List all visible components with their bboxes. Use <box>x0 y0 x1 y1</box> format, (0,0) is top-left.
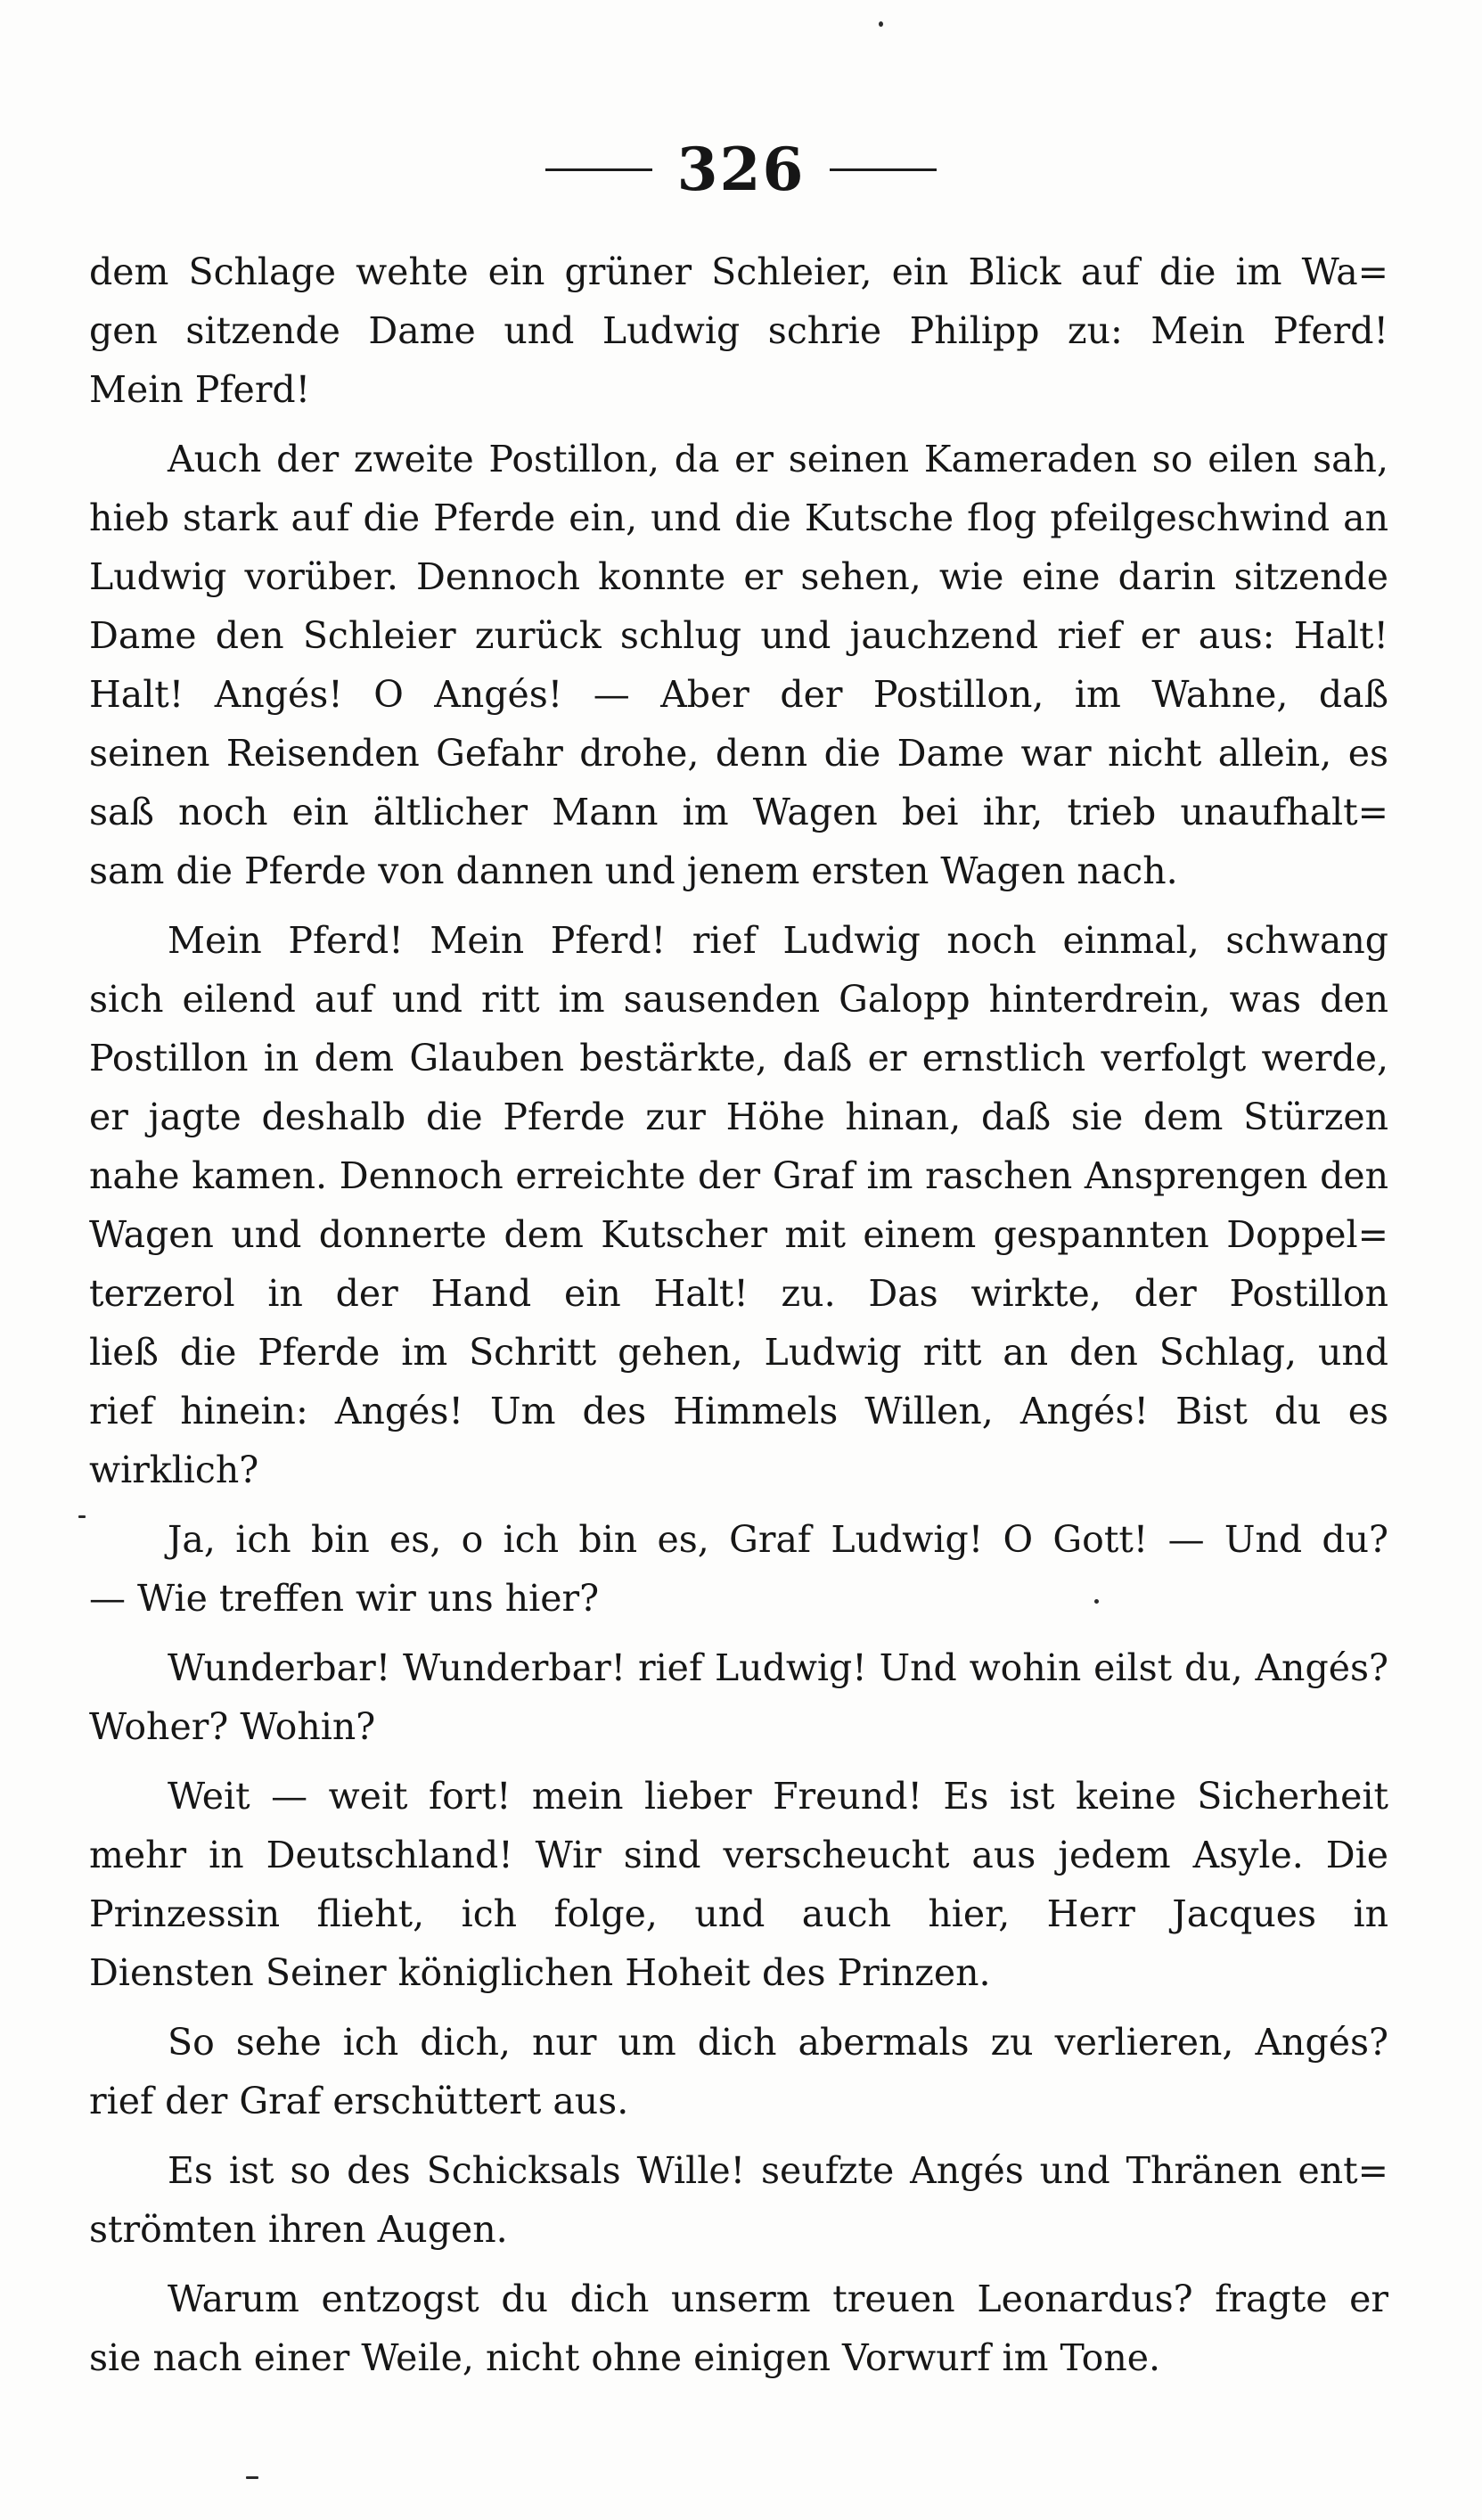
text-line: Warum entzogst du dich unserm treuen Leonardus? fragte er <box>168 2278 1388 2320</box>
text-line: Halt! Angés! O Angés! — Aber der Postillon, im Wahne, daß <box>89 673 1388 716</box>
page-number: 326 <box>676 135 806 204</box>
text-line: Auch der zweite Postillon, da er seinen Kameraden so eilen sah, <box>168 438 1388 480</box>
text-line: So sehe ich dich, nur um dich abermals zu verlieren, Angés? <box>168 2021 1388 2064</box>
print-speck <box>879 21 883 27</box>
text-line: Ludwig vorüber. Dennoch konnte er sehen, wie eine darin sitzende <box>89 555 1388 598</box>
text-line: ließ die Pferde im Schritt gehen, Ludwig ritt an den Schlag, und <box>89 1331 1388 1374</box>
text-line: sam die Pferde von dannen und jenem ersten Wagen nach. <box>89 850 1178 892</box>
paragraph <box>89 1767 1388 2002</box>
text-line: sich eilend auf und ritt im sausenden Galopp hinterdrein, was den <box>89 978 1388 1021</box>
text-line: Es ist so des Schicksals Wille! seufzte Angés und Thränen ent= <box>168 2149 1388 2192</box>
text-line: nahe kamen. Dennoch erreichte der Graf im raschen Ansprengen den <box>89 1154 1388 1197</box>
text-line: er jagte deshalb die Pferde zur Höhe hinan, daß sie dem Stürzen <box>89 1096 1388 1138</box>
paragraph <box>89 1638 1388 1756</box>
text-line: Prinzessin flieht, ich folge, und auch hier, Herr Jacques in <box>89 1892 1388 1935</box>
text-line: strömten ihren Augen. <box>89 2208 508 2251</box>
body-text <box>89 242 1388 2398</box>
text-line: Ja, ich bin es, o ich bin es, Graf Ludwig! O Gott! — Und du? <box>168 1518 1388 1561</box>
paragraph <box>89 2270 1388 2387</box>
print-speck <box>78 1515 86 1518</box>
header-rule-right <box>830 168 937 171</box>
text-line: Dame den Schleier zurück schlug und jauchzend rief er aus: Halt! <box>89 614 1388 657</box>
text-line: Postillon in dem Glauben bestärkte, daß er ernstlich verfolgt werde, <box>89 1037 1388 1079</box>
text-line: Woher? Wohin? <box>89 1705 376 1748</box>
header-rule-left <box>545 168 652 171</box>
page-header <box>0 134 1482 205</box>
paragraph <box>89 1510 1388 1628</box>
text-line: rief hinein: Angés! Um des Himmels Willen, Angés! Bist du es <box>89 1390 1388 1432</box>
paragraph <box>89 430 1388 900</box>
text-line: mehr in Deutschland! Wir sind verscheucht aus jedem Asyle. Die <box>89 1834 1388 1876</box>
text-line: seinen Reisenden Gefahr drohe, denn die Dame war nicht allein, es <box>89 732 1388 775</box>
text-line: wirklich? <box>89 1449 259 1491</box>
text-line: gen sitzende Dame und Ludwig schrie Philipp zu: Mein Pferd! <box>89 309 1388 352</box>
text-line: hieb stark auf die Pferde ein, und die Kutsche flog pfeilgeschwind an <box>89 497 1388 539</box>
text-line: — Wie treffen wir uns hier? <box>89 1577 600 1620</box>
paragraph <box>89 2141 1388 2259</box>
paragraph <box>89 242 1388 419</box>
paragraph <box>89 911 1388 1499</box>
text-line: Wagen und donnerte dem Kutscher mit einem gespannten Doppel= <box>89 1213 1388 1256</box>
text-line: Mein Pferd! Mein Pferd! rief Ludwig noch einmal, schwang <box>168 919 1388 962</box>
text-line: Diensten Seiner königlichen Hoheit des Prinzen. <box>89 1951 991 1994</box>
text-line: sie nach einer Weile, nicht ohne einigen Vorwurf im Tone. <box>89 2336 1161 2379</box>
text-line: Wunderbar! Wunderbar! rief Ludwig! Und wohin eilst du, Angés? <box>168 1646 1388 1689</box>
text-line: dem Schlage wehte ein grüner Schleier, ein Blick auf die im Wa= <box>89 250 1388 293</box>
paragraph <box>89 2013 1388 2130</box>
text-line: terzerol in der Hand ein Halt! zu. Das wirkte, der Postillon <box>89 1272 1388 1315</box>
text-line: Mein Pferd! <box>89 368 311 411</box>
text-line: rief der Graf erschüttert aus. <box>89 2080 629 2122</box>
text-line: saß noch ein ältlicher Mann im Wagen bei ihr, trieb unaufhalt= <box>89 791 1388 833</box>
text-line: Weit — weit fort! mein lieber Freund! Es ist keine Sicherheit <box>168 1775 1388 1818</box>
print-speck <box>246 2476 258 2479</box>
